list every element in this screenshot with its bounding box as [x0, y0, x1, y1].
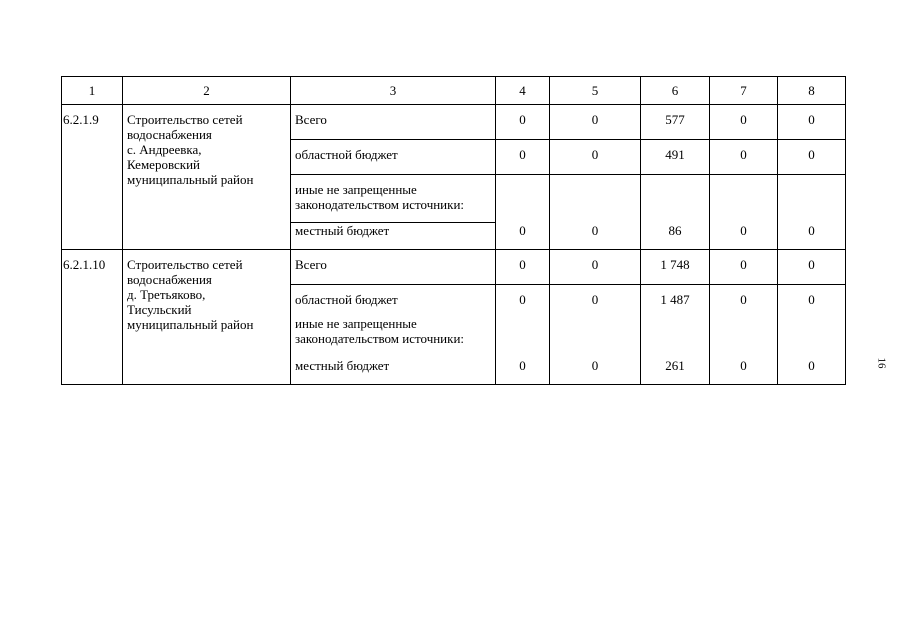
source-label-line: законодательством источники:	[295, 197, 465, 212]
value-cell: 261	[641, 358, 710, 385]
value-cell: 0	[550, 105, 641, 140]
item-name-line: водоснабжения	[127, 272, 212, 287]
source-label-line: законодательством источники:	[295, 331, 465, 346]
header-row	[62, 77, 846, 105]
value-cell: 86	[641, 223, 710, 250]
value-cell: 577	[641, 105, 710, 140]
header-cell: 3	[291, 77, 496, 105]
item-code: 6.2.1.9	[62, 105, 123, 250]
item-name-line: муниципальный район	[127, 317, 254, 332]
source-label	[291, 285, 496, 359]
value-cell: 0	[778, 250, 846, 285]
value-cell: 0	[550, 223, 641, 250]
header-cell: 4	[496, 77, 550, 105]
value-cell: 0	[710, 250, 778, 285]
value-cell: 0	[496, 285, 550, 359]
table-row	[62, 105, 846, 140]
header-cell: 5	[550, 77, 641, 105]
value-cell: 0	[496, 358, 550, 385]
value-cell: 0	[778, 140, 846, 175]
header-cell: 8	[778, 77, 846, 105]
value-cell: 0	[710, 358, 778, 385]
item-name-line: Кемеровский	[127, 157, 201, 172]
source-label: Всего	[291, 250, 496, 285]
value-cell: 0	[710, 105, 778, 140]
source-label: областной бюджет	[291, 140, 496, 175]
value-cell: 0	[710, 140, 778, 175]
value-cell: 0	[778, 358, 846, 385]
value-cell: 0	[550, 358, 641, 385]
value-cell: 1 748	[641, 250, 710, 285]
value-cell: 0	[550, 250, 641, 285]
source-label: Всего	[291, 105, 496, 140]
header-cell: 6	[641, 77, 710, 105]
header-cell: 1	[62, 77, 123, 105]
item-name	[123, 105, 291, 250]
value-cell: 0	[550, 285, 641, 359]
value-cell: 491	[641, 140, 710, 175]
item-name-line: водоснабжения	[127, 127, 212, 142]
value-cell: 1 487	[641, 285, 710, 359]
value-cell: 0	[710, 285, 778, 359]
table-row	[62, 250, 846, 285]
value-cell: 0	[778, 105, 846, 140]
header-cell: 7	[710, 77, 778, 105]
budget-table	[61, 76, 846, 385]
value-cell: 0	[496, 140, 550, 175]
value-cell: 0	[778, 223, 846, 250]
source-label-line: иные не запрещенные	[295, 182, 417, 197]
item-name-line: с. Андреевка,	[127, 142, 202, 157]
page-number: 16	[875, 357, 888, 369]
item-name-line: д. Третьяково,	[127, 287, 206, 302]
value-cell: 0	[550, 140, 641, 175]
item-name	[123, 250, 291, 385]
item-name-line: муниципальный район	[127, 172, 254, 187]
item-name-line: Тисульский	[127, 302, 192, 317]
source-label: местный бюджет	[291, 223, 496, 250]
header-cell: 2	[123, 77, 291, 105]
source-label-line: иные не запрещенные	[295, 316, 417, 331]
value-cell: 0	[710, 223, 778, 250]
value-cell: 0	[496, 223, 550, 250]
source-label	[291, 175, 496, 223]
value-cell: 0	[778, 285, 846, 359]
item-code: 6.2.1.10	[62, 250, 123, 385]
source-label: местный бюджет	[291, 358, 496, 385]
source-label-line: областной бюджет	[295, 292, 398, 307]
item-name-line: Строительство сетей	[127, 257, 243, 272]
value-cell: 0	[496, 105, 550, 140]
value-cell: 0	[496, 250, 550, 285]
item-name-line: Строительство сетей	[127, 112, 243, 127]
